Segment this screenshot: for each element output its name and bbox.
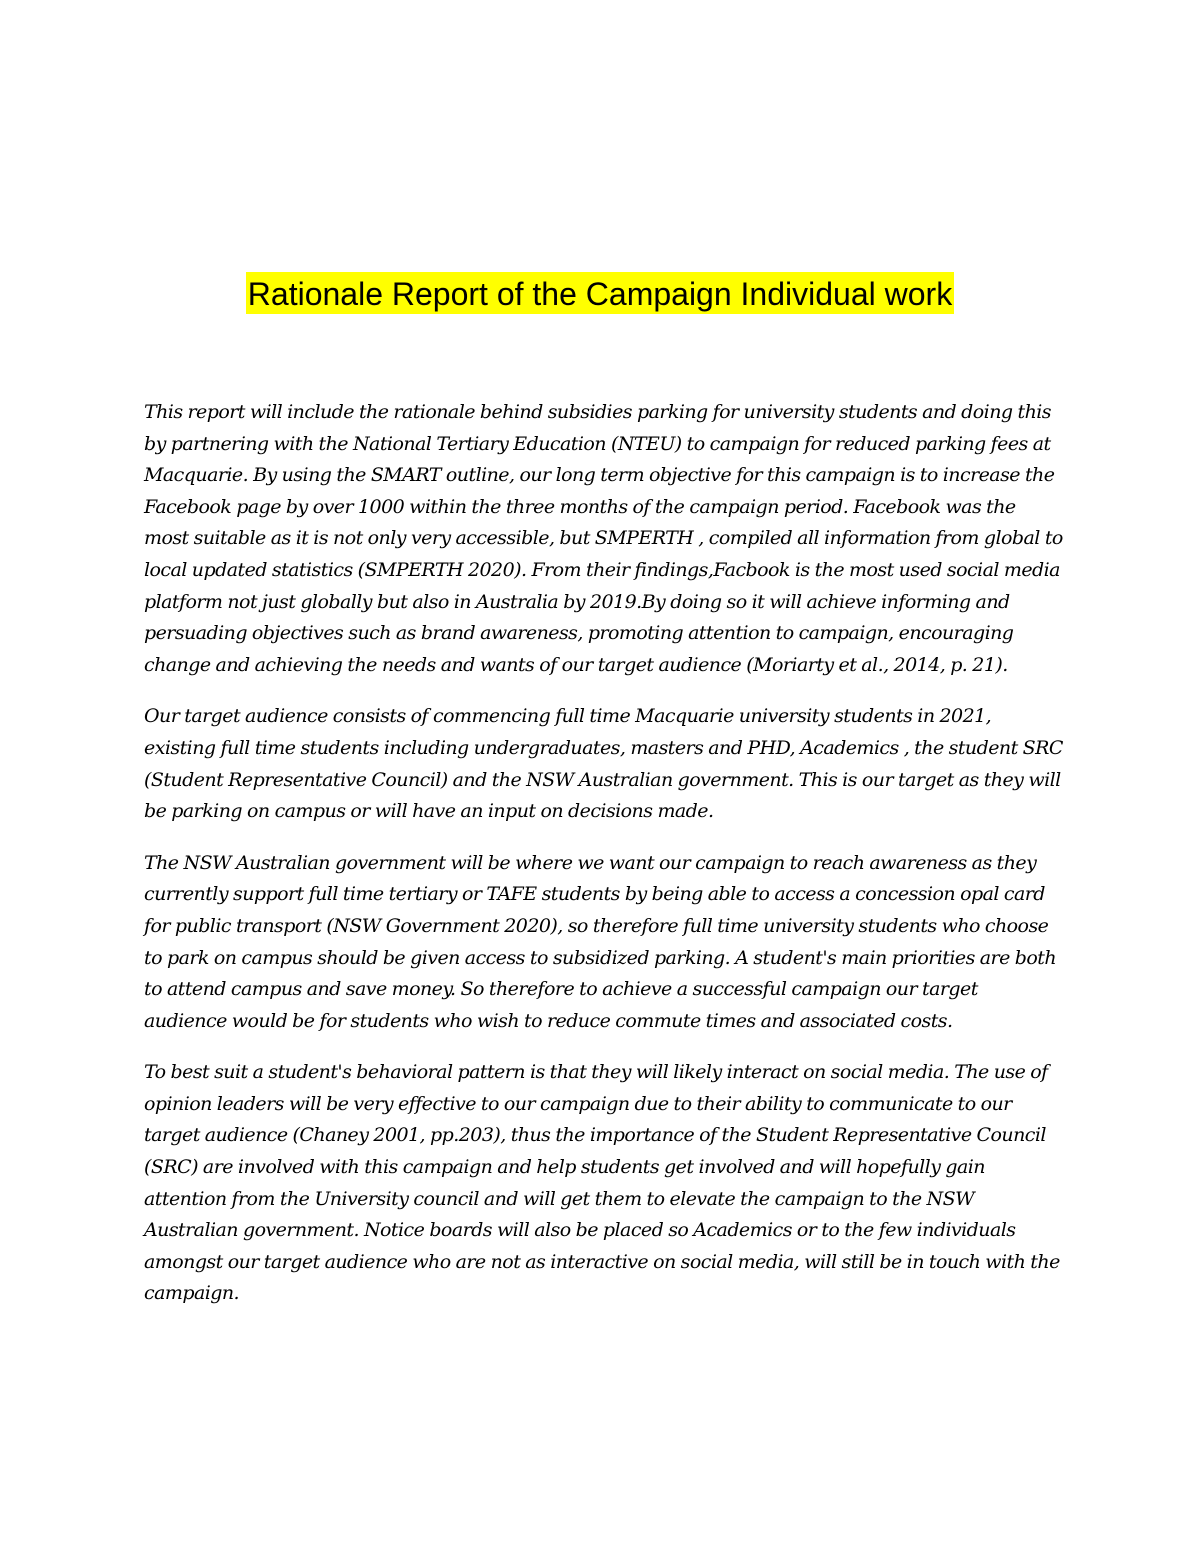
- paragraph-nsw-government: The NSW Australian government will be where we want our campaign to reach awareness as they currently support full time tertiary or TAFE students by being able to access a concession opal card for public transport (NSW Government 2020), so therefore full time university students who choose to park on campus should be given access to subsidized parking. A student's main priorities are both to attend campus and save money. So therefore to achieve a successful campaign our target audience would be for students who wish to reduce commute times and associated costs.: [144, 851, 1057, 1032]
- title-container: [0, 272, 1200, 314]
- document-body: [144, 397, 1064, 1330]
- paragraph-intro: This report will include the rationale behind subsidies parking for university students and doing this by partnering with the National Tertiary Education (NTEU) to campaign for reduced parking fees at Macquarie. By using the SMART outline, our long term objective for this campaign is to increase the Facebook page by over 1000 within the three months of the campaign period. Facebook was the most suitable as it is not only very accessible, but SMPERTH , compiled all information from global to local updated statistics (SMPERTH 2020). From their findings,Facbook is the most used social media platform not just globally but also in Australia by 2019.By doing so it will achieve informing and persuading objectives such as brand awareness, promoting attention to campaign, encouraging change and achieving the needs and wants of our target audience (Moriarty et al., 2014, p. 21).: [144, 401, 1063, 676]
- document-title: Rationale Report of the Campaign Individual work: [246, 272, 954, 314]
- paragraph-behavioral-pattern: To best suit a student's behavioral pattern is that they will likely interact on social media. The use of opinion leaders will be very effective to our campaign due to their ability to communicate to our target audience (Chaney 2001, pp.203), thus the importance of the Student Representative Council (SRC) are involved with this campaign and help students get involved and will hopefully gain attention from the University council and will get them to elevate the campaign to the NSW Australian government. Notice boards will also be placed so Academics or to the few individuals amongst our target audience who are not as interactive on social media, will still be in touch with the campaign.: [144, 1061, 1060, 1305]
- paragraph-target-audience: Our target audience consists of commencing full time Macquarie university students in 2021, existing full time students including undergraduates, masters and PHD, Academics , the student SRC (Student Representative Council) and the NSW Australian government. This is our target as they will be parking on campus or will have an input on decisions made.: [144, 705, 1063, 823]
